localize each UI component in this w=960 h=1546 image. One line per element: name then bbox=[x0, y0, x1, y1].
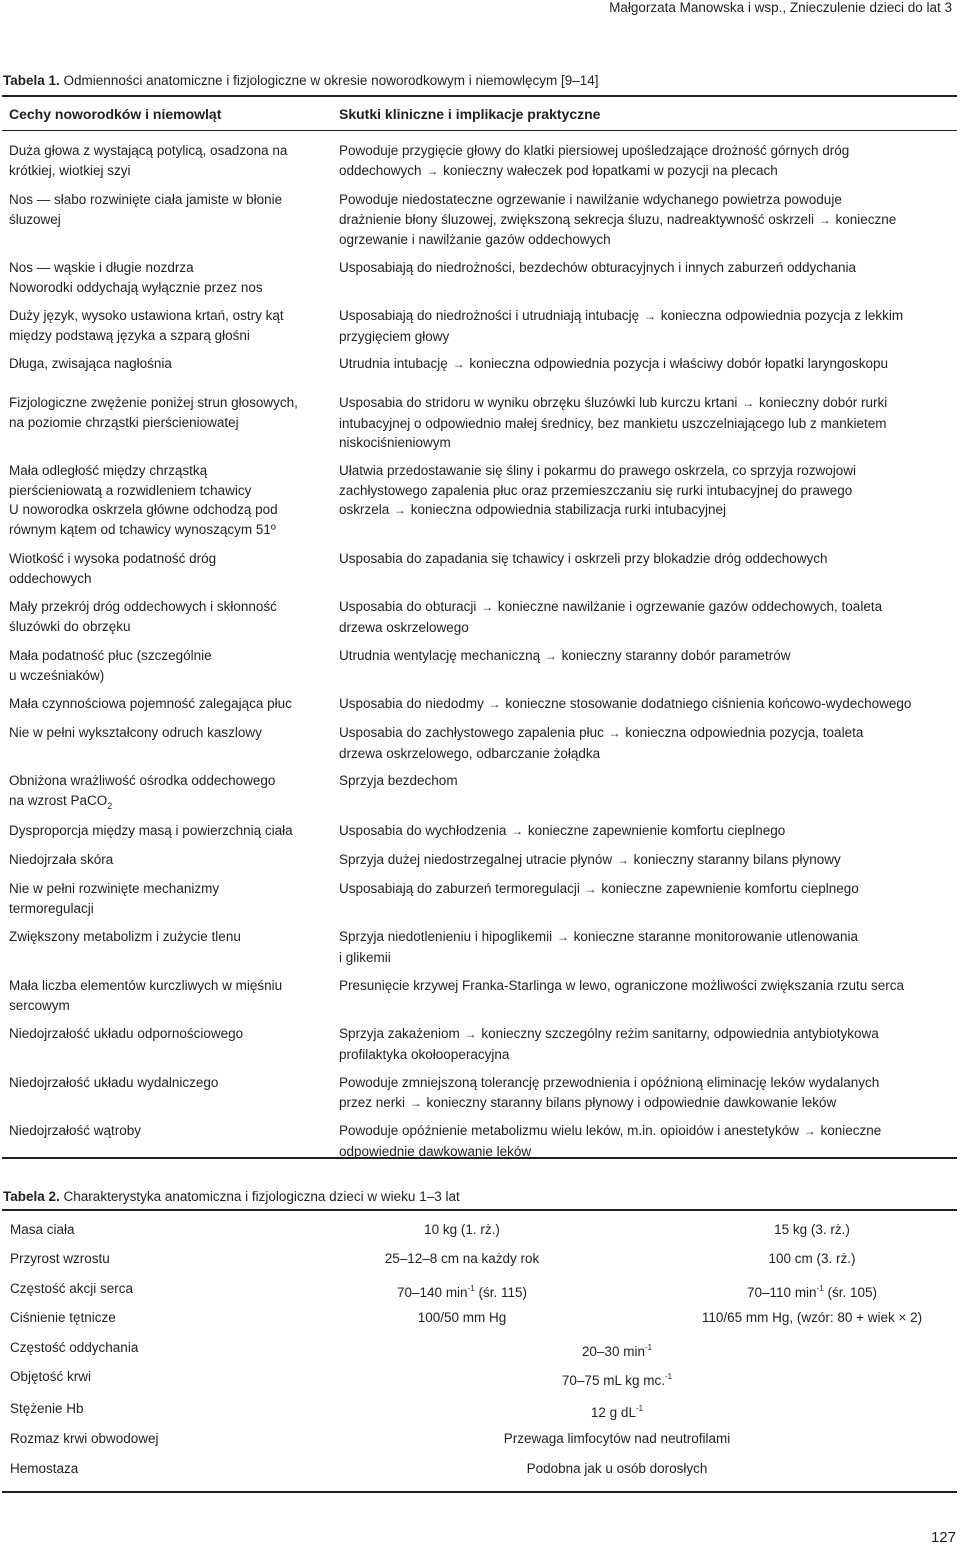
feature-cell bbox=[2, 461, 332, 539]
table1-header bbox=[2, 97, 957, 131]
cell-text-line: Usposabia do stridoru w wyniku obrzęku śluzówki lub kurczu krtani bbox=[339, 395, 742, 410]
value-cell-age3-text: 110/65 mm Hg, (wzór: 80 + wiek × 2) bbox=[701, 1310, 923, 1325]
cell-text-line: konieczny staranny dobór parametrów bbox=[557, 648, 791, 663]
effect-cell bbox=[332, 976, 957, 1015]
cell-text-line: konieczne nawilżanie i ogrzewanie gazów oddechowych, toaleta bbox=[494, 599, 883, 614]
superscript: -1 bbox=[635, 1404, 644, 1413]
value-cell-age1 bbox=[342, 1279, 582, 1303]
table-row bbox=[2, 821, 957, 842]
cell-text-line: Utrudnia wentylację mechaniczną bbox=[339, 648, 544, 663]
cell-text-line: Powoduje opóźnienie metabolizmu wielu leków, m.in. opioidów i anestetyków bbox=[339, 1123, 803, 1138]
table-row bbox=[2, 393, 957, 453]
value-cell-age1-tail: (śr. 115) bbox=[474, 1285, 527, 1300]
cell-text-line: konieczne stosowanie dodatniego ciśnienia końcowo-wydechowego bbox=[501, 696, 912, 711]
row-label: Przyrost wzrostu bbox=[10, 1251, 110, 1266]
table-row bbox=[2, 879, 957, 918]
feature-cell bbox=[2, 549, 332, 588]
cell-text-line: konieczny staranny bilans płynowy bbox=[629, 852, 841, 867]
effect-cell bbox=[332, 141, 957, 181]
value-cell-shared bbox=[442, 1399, 792, 1423]
cell-text-line: Mała liczba elementów kurczliwych w mięśniu bbox=[9, 978, 283, 993]
cell-text-line: intubacyjnej o odpowiednio małej średnicy, bez mankietu uszczelniającego lub z mankietem bbox=[339, 415, 887, 431]
effect-cell bbox=[332, 1024, 957, 1064]
feature-cell bbox=[2, 850, 332, 871]
effect-cell bbox=[332, 461, 957, 539]
cell-text-line: zachłystowego zapalenia płuc oraz przemieszczaniu się rurki intubacyjnej do prawego bbox=[339, 482, 853, 498]
effect-cell bbox=[332, 879, 957, 918]
table-row bbox=[2, 927, 957, 967]
table-row bbox=[2, 1308, 957, 1328]
row-label: Częstość akcji serca bbox=[10, 1281, 134, 1296]
row-label: Hemostaza bbox=[10, 1461, 79, 1476]
value-cell-age3-text: 15 kg (3. rż.) bbox=[774, 1222, 850, 1237]
table2-label: Tabela 2. bbox=[3, 1189, 60, 1204]
feature-cell bbox=[2, 723, 332, 763]
subscript: 2 bbox=[107, 800, 113, 811]
cell-text-line: profilaktyka okołooperacyjna bbox=[339, 1046, 510, 1062]
cell-text-line: oddechowych bbox=[339, 162, 426, 178]
value-cell-age1 bbox=[342, 1220, 582, 1240]
table1 bbox=[2, 95, 957, 1159]
cell-text-line: Fizjologiczne zwężenie poniżej strun głosowych, bbox=[9, 395, 298, 410]
page-number: 127 bbox=[930, 1529, 956, 1546]
cell-text-line: Nie w pełni rozwinięte mechanizmy bbox=[9, 881, 220, 896]
arrow-icon: → bbox=[803, 1124, 816, 1138]
value-cell-shared-text: 12 g dL bbox=[590, 1405, 636, 1420]
cell-text-line: Nie w pełni wykształcony odruch kaszlowy bbox=[9, 725, 262, 740]
arrow-icon: → bbox=[544, 649, 557, 663]
arrow-icon: → bbox=[464, 1027, 477, 1041]
cell-text-line: Mały przekrój dróg oddechowych i skłonność bbox=[9, 599, 277, 614]
cell-text-line: Noworodki oddychają wyłącznie przez nos bbox=[9, 279, 263, 295]
effect-cell bbox=[332, 850, 957, 871]
table-row bbox=[2, 976, 957, 1015]
cell-text-line: sercowym bbox=[9, 997, 70, 1013]
feature-cell bbox=[2, 646, 332, 685]
cell-text-line: Sprzyja zakażeniom bbox=[339, 1026, 464, 1041]
feature-cell bbox=[2, 190, 332, 250]
cell-text-line: drzewa oskrzelowego, odbarczanie żołądka bbox=[339, 745, 601, 761]
feature-cell bbox=[2, 694, 332, 715]
effect-cell bbox=[332, 306, 957, 346]
table-row bbox=[2, 850, 957, 871]
cell-text-line: równym kątem od tchawicy wynoszącym 51º bbox=[9, 521, 276, 537]
cell-text-line: konieczny szczególny reżim sanitarny, odpowiednia antybiotykowa bbox=[477, 1026, 879, 1041]
cell-text-line: Nos — słabo rozwinięte ciała jamiste w błonie bbox=[9, 192, 283, 207]
table2-caption-text: Charakterystyka anatomiczna i fizjologiczna dzieci w wieku 1–3 lat bbox=[63, 1189, 460, 1204]
superscript: -1 bbox=[644, 1343, 653, 1352]
table-row bbox=[2, 258, 957, 297]
cell-text-line: Sprzyja niedotlenieniu i hipoglikemii bbox=[339, 929, 556, 944]
table-row bbox=[2, 1073, 957, 1113]
value-cell-age3 bbox=[692, 1220, 932, 1240]
cell-text-line: konieczny staranny bilans płynowy i odpowiednie dawkowanie leków bbox=[422, 1094, 837, 1110]
value-cell-shared bbox=[442, 1338, 792, 1362]
cell-text-line: i glikemii bbox=[339, 949, 391, 965]
cell-text-line: przez nerki bbox=[339, 1094, 409, 1110]
arrow-icon: → bbox=[511, 824, 524, 838]
row-label: Częstość oddychania bbox=[10, 1340, 139, 1355]
effect-cell bbox=[332, 927, 957, 967]
feature-cell bbox=[2, 879, 332, 918]
table-row bbox=[2, 694, 957, 715]
table-row bbox=[2, 646, 957, 685]
cell-text-line: Długa, zwisająca nagłośnia bbox=[9, 356, 172, 371]
feature-cell bbox=[2, 354, 332, 375]
table1-label: Tabela 1. bbox=[3, 73, 60, 88]
cell-text-line: Presunięcie krzywej Franka-Starlinga w lewo, ograniczone możliwości zwiększania rzutu serca bbox=[339, 978, 904, 993]
cell-text-line: Sprzyja bezdechom bbox=[339, 773, 458, 788]
value-cell-shared bbox=[442, 1367, 792, 1391]
value-cell-age3-text: 70–110 min bbox=[747, 1285, 817, 1300]
cell-text-line: Ułatwia przedostawanie się śliny i pokarmu do prawego oskrzela, co sprzyja rozwojowi bbox=[339, 463, 856, 478]
running-head: Małgorzata Manowska i wsp., Znieczulenie dzieci do lat 3 bbox=[609, 0, 952, 15]
table-row bbox=[2, 1367, 957, 1387]
cell-text-line: Dysproporcja między masą i powierzchnią ciała bbox=[9, 823, 293, 838]
cell-text-line: Powoduje niedostateczne ogrzewanie i nawilżanie wdychanego powietrza powoduje bbox=[339, 192, 842, 207]
table-row bbox=[2, 597, 957, 637]
cell-text-line: konieczne bbox=[831, 211, 897, 227]
value-cell-shared-text: 70–75 mL kg mc. bbox=[561, 1373, 665, 1388]
effect-cell bbox=[332, 646, 957, 685]
effect-cell bbox=[332, 549, 957, 588]
cell-text-line: Usposabiają do zaburzeń termoregulacji bbox=[339, 881, 584, 896]
arrow-icon: → bbox=[643, 309, 656, 323]
row-label: Stężenie Hb bbox=[10, 1401, 84, 1416]
cell-text-line: konieczna odpowiednia pozycja z lekkim bbox=[656, 308, 904, 323]
value-cell-shared-text: Przewaga limfocytów nad neutrofilami bbox=[503, 1431, 731, 1446]
cell-text-line: Mała czynnościowa pojemność zalegająca płuc bbox=[9, 696, 292, 711]
value-cell-age3 bbox=[692, 1279, 932, 1303]
cell-text-line: Usposabia do niedodmy bbox=[339, 696, 488, 711]
cell-text-line: śluzowej bbox=[9, 211, 61, 227]
value-cell-age3 bbox=[692, 1308, 932, 1328]
cell-text-line: odpowiednie dawkowanie leków bbox=[339, 1143, 532, 1159]
arrow-icon: → bbox=[608, 726, 621, 740]
effect-cell bbox=[332, 771, 957, 816]
feature-cell bbox=[2, 1024, 332, 1064]
cell-text-line: Sprzyja dużej niedostrzegalnej utracie płynów bbox=[339, 852, 616, 867]
value-cell-age3-tail: (śr. 105) bbox=[823, 1285, 877, 1300]
cell-text-line: Usposabiają do niedrożności i utrudniają intubację bbox=[339, 308, 643, 323]
value-cell-shared-text: 20–30 min bbox=[581, 1344, 645, 1359]
row-label: Rozmaz krwi obwodowej bbox=[10, 1431, 159, 1446]
arrow-icon: → bbox=[426, 163, 439, 178]
feature-cell bbox=[2, 976, 332, 1015]
table-row bbox=[2, 354, 957, 375]
effect-cell bbox=[332, 190, 957, 250]
feature-cell bbox=[2, 821, 332, 842]
table-row bbox=[2, 1279, 957, 1299]
row-label: Ciśnienie tętnicze bbox=[10, 1310, 116, 1325]
value-cell-age1 bbox=[342, 1249, 582, 1269]
cell-text-line: konieczna odpowiednia pozycja, toaleta bbox=[621, 725, 864, 740]
arrow-icon: → bbox=[488, 697, 501, 711]
value-cell-age3 bbox=[692, 1249, 932, 1269]
cell-text-line: Duża głowa z wystającą potylicą, osadzona na bbox=[9, 143, 288, 158]
cell-text-line: Duży język, wysoko ustawiona krtań, ostry kąt bbox=[9, 308, 284, 323]
arrow-icon: → bbox=[394, 503, 407, 518]
superscript: -1 bbox=[467, 1284, 475, 1293]
arrow-icon: → bbox=[481, 600, 494, 614]
feature-cell bbox=[2, 927, 332, 967]
row-label: Masa ciała bbox=[10, 1222, 75, 1237]
cell-text-line: śluzówki do obrzęku bbox=[9, 618, 131, 634]
cell-text-line: ogrzewanie i nawilżanie gazów oddechowych bbox=[339, 232, 611, 248]
cell-text-line: Wiotkość i wysoka podatność dróg bbox=[9, 551, 217, 566]
effect-cell bbox=[332, 821, 957, 842]
cell-text-line: termoregulacji bbox=[9, 900, 94, 916]
cell-text-line: Niedojrzałość układu odpornościowego bbox=[9, 1026, 244, 1041]
arrow-icon: → bbox=[818, 212, 831, 227]
cell-text-line: Obniżona wrażliwość ośrodka oddechowego bbox=[9, 773, 276, 788]
value-cell-age1 bbox=[342, 1308, 582, 1328]
table-row bbox=[2, 141, 957, 181]
cell-text-line: Utrudnia intubację bbox=[339, 356, 452, 371]
feature-cell bbox=[2, 1121, 332, 1161]
cell-text-line: krótkiej, wiotkiej szyi bbox=[9, 162, 131, 178]
cell-text-line: Powoduje przygięcie głowy do klatki piersiowej upośledzające drożność górnych dróg bbox=[339, 143, 850, 158]
value-cell-age1-text: 10 kg (1. rż.) bbox=[424, 1222, 500, 1237]
cell-text-line: Zwiększony metabolizm i zużycie tlenu bbox=[9, 929, 241, 944]
cell-text-line: między podstawą języka a szparą głośni bbox=[9, 327, 250, 343]
superscript: -1 bbox=[816, 1284, 824, 1293]
value-cell-age1-text: 70–140 min bbox=[397, 1285, 468, 1300]
cell-text-line: Nos — wąskie i długie nozdrza bbox=[9, 260, 194, 275]
effect-cell bbox=[332, 694, 957, 715]
cell-text-line: na poziomie chrząstki pierścieniowatej bbox=[9, 414, 239, 430]
table2-caption bbox=[3, 1189, 460, 1205]
cell-text-line: Mała odległość między chrząstką bbox=[9, 463, 208, 478]
feature-cell bbox=[2, 1073, 332, 1113]
feature-cell bbox=[2, 258, 332, 297]
table-row bbox=[2, 1220, 957, 1240]
table-row bbox=[2, 461, 957, 539]
cell-text-line: konieczny wałeczek pod łopatkami w pozycji na plecach bbox=[439, 162, 778, 178]
arrow-icon: → bbox=[616, 853, 629, 867]
arrow-icon: → bbox=[584, 882, 597, 896]
value-cell-shared-text: Podobna jak u osób dorosłych bbox=[526, 1461, 708, 1476]
table-row bbox=[2, 771, 957, 816]
cell-text-line: na wzrost PaCO bbox=[9, 792, 108, 808]
cell-text-line: Usposabia do wychłodzenia bbox=[339, 823, 511, 838]
table1-body bbox=[2, 131, 957, 1157]
cell-text-line: drażnienie błony śluzowej, zwiększoną sekrecja śluzu, nadreaktywność oskrzeli bbox=[339, 211, 818, 227]
cell-text-line: U noworodka oskrzela główne odchodzą pod bbox=[9, 502, 278, 518]
row-label: Objętość krwi bbox=[10, 1369, 92, 1384]
cell-text-line: Usposabia do obturacji bbox=[339, 599, 481, 614]
cell-text-line: oddechowych bbox=[9, 570, 92, 586]
effect-cell bbox=[332, 597, 957, 637]
cell-text-line: konieczny dobór rurki bbox=[755, 395, 888, 410]
table-row bbox=[2, 549, 957, 588]
value-cell-age1-text: 100/50 mm Hg bbox=[417, 1310, 507, 1325]
arrow-icon: → bbox=[556, 930, 569, 944]
value-cell-age1-text: 25–12–8 cm na każdy rok bbox=[384, 1251, 540, 1266]
cell-text-line: przygięciem głowy bbox=[339, 328, 450, 344]
table1-caption bbox=[3, 73, 599, 89]
cell-text-line: konieczne bbox=[816, 1123, 882, 1138]
cell-text-line: konieczne zapewnienie komfortu cieplnego bbox=[597, 881, 859, 896]
cell-text-line: oskrzela bbox=[339, 502, 394, 518]
cell-text-line: konieczna odpowiednia stabilizacja rurki intubacyjnej bbox=[407, 502, 726, 518]
cell-text-line: Niedojrzała skóra bbox=[9, 852, 114, 867]
feature-cell bbox=[2, 597, 332, 637]
table-row bbox=[2, 1121, 957, 1161]
table-row bbox=[2, 1399, 957, 1419]
arrow-icon: → bbox=[409, 1095, 422, 1110]
feature-cell bbox=[2, 393, 332, 453]
cell-text-line: niskociśnieniowym bbox=[339, 435, 451, 451]
effect-cell bbox=[332, 723, 957, 763]
table-row bbox=[2, 1024, 957, 1064]
table1-caption-text: Odmienności anatomiczne i fizjologiczne w okresie noworodkowym i niemowlęcym [9–14] bbox=[63, 73, 599, 88]
table-row bbox=[2, 1338, 957, 1358]
feature-cell bbox=[2, 141, 332, 181]
arrow-icon: → bbox=[742, 396, 755, 410]
table-row bbox=[2, 1459, 957, 1479]
arrow-icon: → bbox=[452, 357, 465, 371]
table-row bbox=[2, 1249, 957, 1269]
cell-text-line: Usposabia do zapadania się tchawicy i oskrzeli przy blokadzie dróg oddechowych bbox=[339, 551, 828, 566]
table-row bbox=[2, 190, 957, 250]
cell-text-line: Mała podatność płuc (szczególnie bbox=[9, 648, 212, 663]
cell-text-line: konieczne staranne monitorowanie utlenowania bbox=[569, 929, 859, 944]
effect-cell bbox=[332, 1073, 957, 1113]
cell-text-line: Niedojrzałość układu wydalniczego bbox=[9, 1075, 219, 1090]
table-row bbox=[2, 306, 957, 346]
effect-cell bbox=[332, 258, 957, 297]
value-cell-shared bbox=[442, 1429, 792, 1449]
cell-text-line: u wcześniaków) bbox=[9, 667, 105, 683]
cell-text-line: Usposabia do zachłystowego zapalenia płuc bbox=[339, 725, 608, 740]
cell-text-line: konieczne zapewnienie komfortu cieplnego bbox=[524, 823, 786, 838]
effect-cell bbox=[332, 1121, 957, 1161]
cell-text-line: Niedojrzałość wątroby bbox=[9, 1123, 142, 1138]
cell-text-line: drzewa oskrzelowego bbox=[339, 619, 469, 635]
value-cell-age3-text: 100 cm (3. rż.) bbox=[768, 1251, 856, 1266]
cell-text-line: Powoduje zmniejszoną tolerancję przewodnienia i opóźnioną eliminację leków wydalanych bbox=[339, 1075, 880, 1090]
table-row bbox=[2, 1429, 957, 1449]
effect-cell bbox=[332, 354, 957, 375]
cell-text-line: pierścieniowatą a rozwidleniem tchawicy bbox=[9, 482, 252, 498]
table2 bbox=[2, 1209, 957, 1493]
value-cell-shared bbox=[442, 1459, 792, 1479]
table1-header-effects: Skutki kliniczne i implikacje praktyczne bbox=[339, 106, 601, 122]
cell-text-line: konieczna odpowiednia pozycja i właściwy dobór łopatki laryngoskopu bbox=[465, 356, 889, 371]
cell-text-line: Usposabiają do niedrożności, bezdechów obturacyjnych i innych zaburzeń oddychania bbox=[339, 260, 857, 275]
effect-cell bbox=[332, 393, 957, 453]
feature-cell bbox=[2, 771, 332, 816]
feature-cell bbox=[2, 306, 332, 346]
superscript: -1 bbox=[664, 1372, 673, 1381]
table-row bbox=[2, 723, 957, 763]
table1-header-features: Cechy noworodków i niemowląt bbox=[9, 106, 222, 122]
